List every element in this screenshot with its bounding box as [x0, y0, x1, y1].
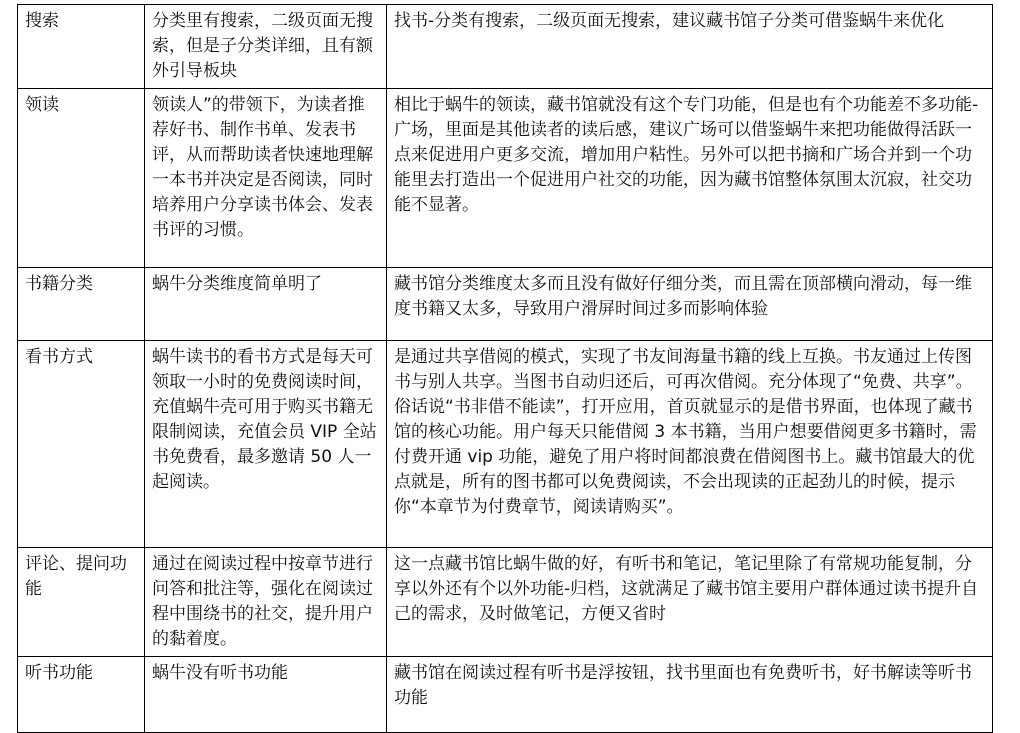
table-row-search [18, 5, 993, 89]
woniu-cell: 领读人”的带领下，为读者推荐好书、制作书单、发表书评，从而帮助读者快速地理解一本书并决定是否阅读，同时培养用户分享读书体会、发表书评的习惯。 [145, 89, 387, 268]
cangshuguan-cell: 找书-分类有搜索，二级页面无搜索，建议藏书馆子分类可借鉴蜗牛来优化 [387, 5, 993, 89]
feature-cell: 听书功能 [18, 657, 145, 733]
feature-cell: 评论、提问功能 [18, 548, 145, 657]
feature-cell: 搜索 [18, 5, 145, 89]
cangshuguan-cell: 这一点藏书馆比蜗牛做的好，有听书和笔记，笔记里除了有常规功能复制，分享以外还有个以外功能-归档，这就满足了藏书馆主要用户群体通过读书提升自己的需求，及时做笔记，方便又省时 [387, 548, 993, 657]
table-row-reading-mode [18, 341, 993, 548]
table-row-comment [18, 548, 993, 657]
feature-cell: 书籍分类 [18, 268, 145, 341]
cangshuguan-cell: 藏书馆在阅读过程有听书是浮按钮，找书里面也有免费听书，好书解读等听书功能 [387, 657, 993, 733]
table-row-lingdu [18, 89, 993, 268]
woniu-cell: 蜗牛读书的看书方式是每天可领取一小时的免费阅读时间，充值蜗牛壳可用于购买书籍无限制阅读，充值会员 VIP 全站书免费看，最多邀请 50 人一起阅读。 [145, 341, 387, 548]
table-row-audio [18, 657, 993, 733]
feature-cell: 领读 [18, 89, 145, 268]
table-row-category [18, 268, 993, 341]
woniu-cell: 蜗牛分类维度简单明了 [145, 268, 387, 341]
cangshuguan-cell: 相比于蜗牛的领读，藏书馆就没有这个专门功能，但是也有个功能差不多功能-广场，里面是其他读者的读后感，建议广场可以借鉴蜗牛来把功能做得活跃一点来促进用户更多交流，增加用户粘性。另外可以把书摘和广场合并到一个功能里去打造出一个促进用户社交的功能，因为藏书馆整体氛围太沉寂，社交功能不显著。 [387, 89, 993, 268]
woniu-cell: 分类里有搜索，二级页面无搜索，但是子分类详细，且有额外引导板块 [145, 5, 387, 89]
woniu-cell: 通过在阅读过程中按章节进行问答和批注等，强化在阅读过程中围绕书的社交，提升用户的黏着度。 [145, 548, 387, 657]
comparison-table [17, 4, 993, 733]
woniu-cell: 蜗牛没有听书功能 [145, 657, 387, 733]
cangshuguan-cell: 是通过共享借阅的模式，实现了书友间海量书籍的线上互换。书友通过上传图书与别人共享。当图书自动归还后，可再次借阅。充分体现了“免费、共享”。俗话说“书非借不能读”，打开应用，首页就显示的是借书界面，也体现了藏书馆的核心功能。用户每天只能借阅 3 本书籍，当用户想要借阅更多书籍时，需付费开通 vip 功能，避免了用户将时间都浪费在借阅图书上。藏书馆最大的优点就是，所有的图书都可以免费阅读，不会出现读的正起劲儿的时候，提示你“本章节为付费章节，阅读请购买”。 [387, 341, 993, 548]
cangshuguan-cell: 藏书馆分类维度太多而且没有做好仔细分类，而且需在顶部横向滑动，每一维度书籍又太多，导致用户滑屏时间过多而影响体验 [387, 268, 993, 341]
feature-cell: 看书方式 [18, 341, 145, 548]
